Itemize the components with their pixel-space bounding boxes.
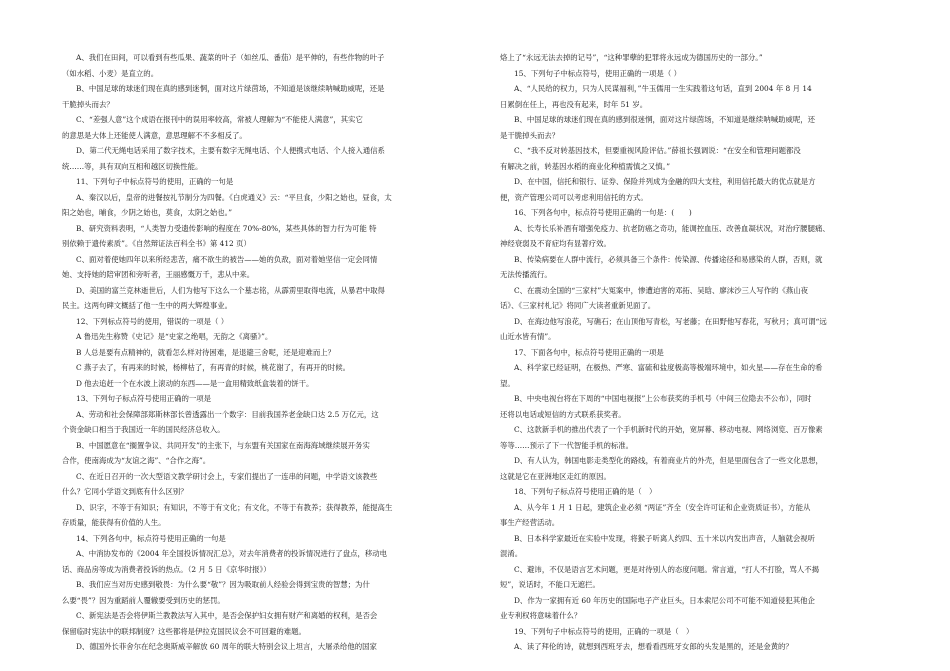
text-line: 民主。这两句碑文概括了他一生中的两大辉煌事业。 — [62, 301, 232, 310]
text-line: D、作为一家拥有近 60 年历史的国际电子产业巨头，日本索尼公司不可能不知道侵犯其他企 — [514, 595, 815, 605]
text-line: D、在中国，信托和银行、证券、保险并列成为金融的四大支柱，利用信托最大的优点就是方 — [514, 177, 816, 186]
text-line: 话》、《三家村札记》将同广大读者重新见面了。 — [500, 301, 656, 310]
text-line: A 鲁迅先生称赞《史记》是“史家之绝唱，无韵之《离骚》”。 — [76, 332, 273, 341]
text-line: 13、下列句子标点符号使用正确的一项是 — [76, 394, 212, 403]
text-line: 14、下列各句中，标点符号使用正确的一句是 — [76, 533, 226, 543]
text-line: 15、下列句子中标点符号，使用正确的一项是（ ） — [514, 68, 681, 78]
text-line: B、中国足球的球迷们现在真的感到迷惘，面对这片绿茵场，不知道是该继续呐喊助威呢，还是 — [76, 84, 385, 93]
text-line: C、避讳，不仅是语言艺术问题，更是对待别人的态度问题。常言道，“打人不打脸，骂人不揭 — [514, 564, 820, 574]
text-line: 保留临时宪法中的联邦制度？这些都将是伊拉克国民议会不可回避的难题。 — [62, 626, 306, 636]
text-line: 短”，说话时，不能口无遮拦。 — [500, 580, 600, 589]
text-line: 16、下列各句中，标点符号使用正确的一句是：( ) — [514, 208, 692, 217]
text-line: 个资金缺口相当于我国近一年的国民经济总收入。 — [62, 425, 225, 434]
text-line: 11、下列句子中标点符号的使用，正确的一句是 — [76, 177, 234, 186]
text-line: B、中央电视台将在下周的“中国电视报”上公布获奖的手机号（中间三位隐去不公布），同时 — [514, 394, 812, 403]
text-line: 什么？它同小学语文到底有什么区别？ — [62, 487, 188, 496]
text-line: 19、下列句子中标点符号的使用，正确的一项是（ ） — [514, 626, 694, 636]
text-line: 合作，使南海成为“友谊之海”、“合作之海”。 — [62, 456, 211, 465]
text-line: 12、下列标点符号的使用，错误的一项是（ ） — [76, 316, 229, 326]
text-line: D 他去追赶一个在水波上滚动的东西——是一盒用精致纸盒装着的饼干。 — [76, 378, 314, 388]
text-line: B、我们应当对历史感到敬畏：为什么要“敬”？因为吸取前人经验会得到宝贵的智慧；为什 — [76, 580, 370, 589]
text-line: C、面对着使她四年以来所经悲苦，痛不欲生的被告——她的负敌，面对着她坚信一定会同情 — [76, 254, 378, 264]
text-line: 别依赖于遗传素质”。《自然辩证法百科全书》第 412 页） — [62, 239, 251, 248]
text-line: A、科学家已经证明，在极热、严寒、富硫和盐度极高等极端环境中，如火星——存在生命的希 — [514, 363, 823, 372]
text-line: 便，资产管理公司可以考虑利用信托的方式。 — [500, 192, 648, 202]
text-line: 17、下面各句中，标点符号使用正确的一项是 — [514, 347, 664, 357]
text-line: 有解决之前，转基因水稻的商业化种植需慎之又慎。” — [500, 161, 671, 171]
text-line: D、美国的富兰克林逝世后，人们为他写下这么一个墓志铭，从霹雳里取得电流，从暴君中取得 — [76, 285, 385, 295]
text-line: 她、支持她的陪审团和旁听者，王丽感慨万千，悲从中来。 — [62, 270, 255, 279]
text-line: A、秦汉以后，皇帝的进餐按礼节制分为四餐。《白虎通义》云：“平旦食，少阳之始也，昼食，太 — [76, 192, 392, 202]
text-line: A、长寿长乐补酒有增强免疫力、抗老防癌之奇功，能调控血压、改善血凝状况，对治疗腰腿痛、 — [514, 223, 830, 233]
text-line: 望。 — [500, 378, 515, 388]
text-line: C、“我不反对转基因技术，但要重视风险评估。”薛祖长强调说：“在安全和管理问题都没 — [514, 146, 801, 155]
text-line: B、中国愿意在“搁置争议、共同开发”的主张下，与东盟有关国家在南海海域继续展开务实 — [76, 440, 370, 450]
text-line: 是干脆掉头而去？ — [500, 130, 560, 140]
text-line: 山近水皆有情”。 — [500, 332, 556, 341]
text-line: A、中消协发布的《2004 年全国投诉情况汇总》，对去年消费者的投诉情况进行了盘点，移动电 — [76, 549, 388, 558]
text-line: 存质量，能获得有价值的人生。 — [62, 518, 166, 527]
text-line: 业专利权将意味着什么？ — [500, 611, 582, 620]
text-line: 烙上了“永远无法去掉的记号”，“这种罪孽的犯罪将永远成为德国历史的一部分。” — [500, 53, 763, 62]
text-line: 18、下列句子标点符号使用正确的是（ ） — [514, 487, 657, 496]
text-line: D、识字，不等于有知识；有知识，不等于有文化；有文化，不等于有教养；获得教养，能提高生 — [76, 502, 393, 512]
text-line: B、传染病要在人群中流行，必须具备三个条件：传染源、传播途径和易感染的人群，否则，就 — [514, 254, 823, 264]
text-line: 阳之始也，晡食，少阴之始也，莫食，太阴之始也。” — [62, 208, 233, 217]
text-line: 的意思是大体上还能使人满意，意思理解不不多相反了。 — [62, 130, 247, 140]
text-line: C、在震动全国的“三家村”大冤案中，惨遭迫害的邓拓、吴晗、廖沫沙三人写作的《燕山夜 — [514, 285, 809, 295]
text-line: C、这款新手机的推出代表了一个手机新时代的开始，宽屏幕、移动电视、网络浏览、百万像素 — [514, 425, 823, 434]
text-line: 干脆掉头而去？ — [62, 99, 114, 109]
text-line: 话、商品房等成为消费者投诉的热点。（2 月 5 日《京华时报》） — [62, 564, 271, 574]
text-line: B 人总是要有点精神的，就看怎么样对待困难，是退避三舍呢，还是迎难而上？ — [76, 347, 336, 357]
text-line: D、第二代无绳电话采用了数字技术，主要有数字无绳电话、个人便携式电话、个人接入通信系 — [76, 146, 385, 155]
text-line: C、“差强人意”这个成语在报刊中的误用率较高，常被人理解为“不能使人满意”，其实它 — [76, 115, 363, 124]
text-line: （如水稻、小麦）是直立的。 — [62, 68, 159, 78]
text-line: A、从今年 1 月 1 日起，建筑企业必须 “两证”齐全（安全许可证和企业资质证书），方能从 — [514, 502, 811, 512]
text-line: C 燕子去了，有再来的时候，杨柳枯了，有再青的时候，桃花谢了，有再开的时候。 — [76, 363, 351, 372]
text-line: 日累倒在任上，再也没有起来，时年 51 岁。 — [500, 99, 648, 109]
text-line: A、“人民给的权力，只为人民谋福利，”牛玉儒用一生实践着这句话，直到 2004 年 8 月 14 — [514, 84, 812, 93]
text-line: 事生产经营活动。 — [500, 518, 560, 527]
text-line: 么要“畏”？因为重蹈前人覆辙要受到历史的惩罚。 — [62, 595, 225, 605]
left-column — [62, 50, 457, 655]
text-line: 神经衰弱及不育症均有显著疗效。 — [500, 239, 611, 248]
right-column — [500, 50, 895, 655]
text-line: C、在近日召开的一次大型语文教学研讨会上，专家们提出了一连串的问题，中学语文该教些 — [76, 471, 378, 481]
text-line: 无法传播流行。 — [500, 270, 552, 279]
text-line: B、日本科学家最近在实验中发现，将猴子听离人约四、五十米以内发出声音，人脑就会视听 — [514, 533, 816, 543]
text-line: D、德国外长菲舍尔在纪念奥斯威辛解放 60 周年的联大特别会议上坦言，大屠杀给他的国家 — [76, 642, 377, 651]
text-line: D、在海边他写浪花，写礁石；在山顶他写青松，写老藤；在田野他写春花，写秋月；真可谓“远 — [514, 316, 827, 326]
text-line: 还将以电话或短信的方式联系获奖者。 — [500, 409, 626, 419]
text-line: C、新宪法是否会将伊斯兰教教法写入其中，是否会保护妇女拥有财产和离婚的权利，是否会 — [76, 611, 378, 620]
text-line: D、有人认为，韩国电影走类型化的路线，有着商业片的外壳，但是里面包含了一些文化思想， — [514, 456, 823, 465]
text-line: A、劳动和社会保障部郑斯林部长曾透露出一个数字：目前我国养老金缺口达 2.5 万亿元，这 — [76, 409, 379, 419]
text-line: B、研究资料表明，“人类智力受遗传影响的程度在 70%-80%，某些具体的智力行为可能 特 — [76, 223, 377, 233]
text-line: 混淆。 — [500, 549, 523, 558]
text-line: A、读了拜伦的诗，就想到西班牙去，想看看西班牙女郎的头发是黑的，还是金黄的？ — [514, 642, 793, 651]
text-line: 统……等，具有双向互相和越区切换性能。 — [62, 161, 203, 171]
text-line: 这就是它在亚洲地区走红的原因。 — [500, 471, 611, 481]
text-line: 等等……预示了下一代智能手机的标准。 — [500, 440, 634, 450]
text-line: B、中国足球的球迷们现在真的感到很迷惘，面对这片绿茵场，不知道是继续呐喊助威呢，还 — [514, 115, 816, 124]
text-line: A、我们在田间，可以看到有些瓜果、蔬菜的叶子（如丝瓜、番茄）是平伸的，有些作物的叶子 — [76, 53, 385, 62]
